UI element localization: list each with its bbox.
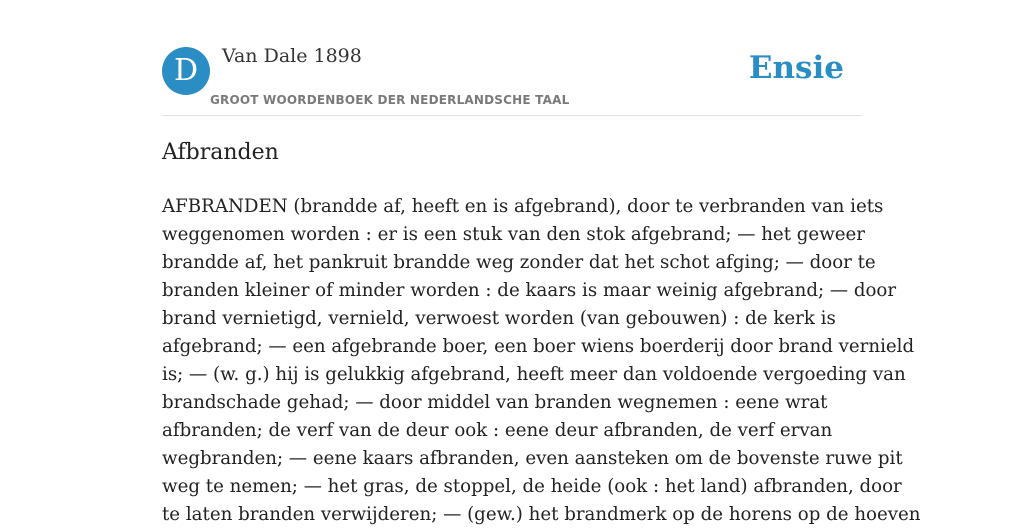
dictionary-subtitle: GROOT WOORDENBOEK DER NEDERLANDSCHE TAAL	[210, 93, 570, 107]
definition-line: branden kleiner of minder worden : de kaars is maar weinig afgebrand; — door	[162, 280, 897, 301]
definition-line: brandschade gehad; — door middel van branden wegnemen : eene wrat	[162, 392, 828, 413]
header	[162, 0, 862, 116]
definition-line: afbranden; de verf van de deur ook : eene deur afbranden, de verf ervan	[162, 420, 833, 441]
definition-line: te laten branden verwijderen; — (gew.) het brandmerk op de horens op de hoeven	[162, 504, 921, 525]
definition-line: weggenomen worden : er is een stuk van den stok afgebrand; — het geweer	[162, 224, 865, 245]
definition-line: weg te nemen; — het gras, de stoppel, de heide (ook : het land) afbranden, door	[162, 476, 902, 497]
dictionary-title[interactable]: Van Dale 1898	[222, 45, 362, 67]
definition-line: AFBRANDEN (brandde af, heeft en is afgebrand), door te verbranden van iets	[162, 196, 884, 217]
brand-logo[interactable]: Ensie	[748, 50, 844, 86]
definition-line: wegbranden; — eene kaars afbranden, even aansteken om de bovenste ruwe pit	[162, 448, 903, 469]
entry-headword: Afbranden	[162, 140, 279, 165]
entry-definition	[162, 193, 921, 529]
dictionary-logo-icon[interactable]: D	[162, 47, 210, 95]
definition-line: brand vernietigd, vernield, verwoest worden (van gebouwen) : de kerk is	[162, 308, 836, 329]
definition-line: brandde af, het pankruit brandde weg zonder dat het schot afging; — door te	[162, 252, 876, 273]
definition-line: is; — (w. g.) hij is gelukkig afgebrand, heeft meer dan voldoende vergoeding van	[162, 364, 906, 385]
definition-line: afgebrand; — een afgebrande boer, een boer wiens boerderij door brand vernield	[162, 336, 915, 357]
